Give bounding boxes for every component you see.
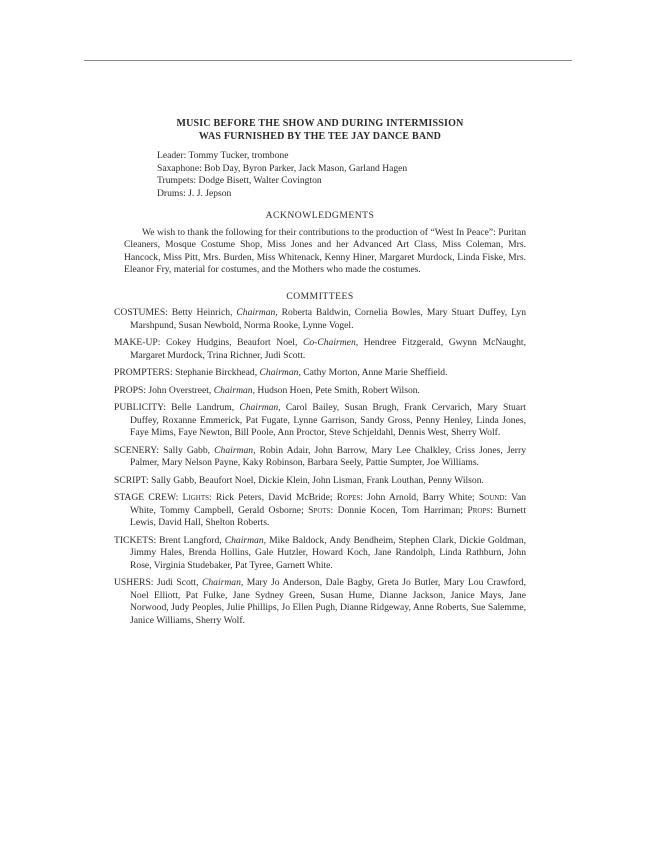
music-title: [114, 118, 526, 143]
committee-chair: Stephanie Birckhead,: [175, 367, 258, 378]
committee-chair: Belle Landrum,: [171, 402, 235, 413]
committee-name: TICKETS:: [114, 534, 157, 546]
committee-role: Chairman,: [214, 444, 256, 456]
committee-tickets: [114, 535, 526, 573]
band-member: Saxaphone: Bob Day, Byron Parker, Jack Mason, Garland Hagen: [157, 162, 408, 174]
committee-members: Hudson Hoen, Pete Smith, Robert Wilson.: [257, 384, 420, 396]
band-member: Trumpets: Dodge Bisett, Walter Covington: [157, 175, 322, 186]
committee-chair: Judi Scott,: [156, 577, 199, 588]
committee-members: Carol Bailey, Susan Brugh, Frank Cervarich, Mary Stuart Duffey, Roxanne Emmerick, Pat Fugate, Lynne Garrison, Sandy Gross, Penny Henley, Linda Jones, Faye Mims, Faye Newton, Bill Poole, Ann Proctor, Steve Schjeldahl, Dennis West, Sherry Wolf.: [130, 402, 526, 438]
committee-chair: Cokey Hudgins, Beaufort Noel,: [165, 337, 298, 348]
committee-members: Cathy Morton, Anne Marie Sheffield.: [303, 367, 448, 378]
committee-costumes: [114, 307, 526, 332]
committee-members: Mike Baldock, Andy Bendheim, Stephen Clark, Dickie Goldman, Jimmy Hales, Brenda Hollins, Gale Hutzler, Howard Koch, Jane Randolph, Linda Rathburn, John Rose, Virginia Studebaker, Pat Tyree, Garnett White.: [130, 534, 526, 571]
music-title-line2: WAS FURNISHED BY THE TEE JAY DANCE BAND: [198, 130, 442, 142]
crew-sound-label: Sound:: [478, 492, 508, 503]
committee-role: Chairman,: [259, 367, 301, 378]
committee-name: COSTUMES:: [114, 307, 168, 318]
committee-script: [114, 475, 526, 488]
acknowledgments-text: We wish to thank the following for their contributions to the production of “West In Peace”: Puritan Cleaners, Mosque Costume Shop, Miss Jones and her Advanced Art Class, Miss Coleman, Mrs. Hancock, Miss Pitt, Mrs. Burden, Miss Whitenack, Kenny Hiner, Margaret Murdock, Linda Fiske, Mrs. Eleanor Fry, material for costumes, and the Mothers who made the costumes.: [124, 226, 526, 275]
committee-publicity: [114, 402, 526, 440]
committee-role: Chairman,: [201, 577, 244, 588]
committee-name: PUBLICITY:: [114, 402, 166, 413]
committee-prompters: [114, 367, 526, 380]
band-member: Leader: Tommy Tucker, trombone: [157, 150, 289, 161]
crew-props-label: Props:: [467, 504, 493, 516]
committee-props: [114, 385, 526, 398]
committee-members: Robin Adair, John Barrow, Mary Lee Chalkley, Criss Jones, Jerry Palmer, Mary Nelson Payne, Kaky Robinson, Barbara Seely, Pattie Sumpter, Joe Williams.: [130, 444, 526, 468]
committee-name: PROPS:: [114, 384, 146, 396]
top-rule: [84, 60, 572, 61]
committees-heading: COMMITTEES: [286, 290, 354, 302]
committee-name: SCRIPT:: [114, 474, 149, 486]
committee-name: PROMPTERS:: [114, 367, 173, 378]
committee-members: Roberta Baldwin, Cornelia Bowles, Mary Stuart Duffey, Lyn Marshpund, Susan Newbold, Norma Rooke, Lynne Vogel.: [130, 307, 526, 331]
committee-role: Chairman,: [224, 534, 267, 546]
committee-makeup: [114, 337, 526, 362]
band-members-list: [157, 150, 526, 200]
crew-lights-label: Lights:: [182, 492, 212, 503]
committee-members: Mary Jo Anderson, Dale Bagby, Greta Jo Butler, Mary Lou Crawford, Noel Elliott, Pat Fulke, Jane Sydney Green, Susan Hume, Dianne Jackson, Janice Mays, Jane Norwood, Judy Peoples, Julie Phillips, Jo Ellen Pugh, Dianne Ridgeway, Anne Roberts, Sue Salemme, Janice Williams, Sherry Wolf.: [130, 577, 526, 626]
crew-props: Burnett Lewis, David Hall, Shelton Roberts.: [130, 504, 527, 528]
committee-chair: Brent Langford,: [159, 534, 222, 546]
committee-scenery: [114, 445, 526, 470]
committee-members: Hendree Fitzgerald, Gwynn McNaught, Margaret Murdock, Trina Richner, Judi Scott.: [130, 337, 527, 361]
crew-ropes-label: Ropes:: [336, 492, 363, 503]
committee-chair: Sally Gabb,: [163, 444, 211, 456]
committee-role: Chairman,: [213, 384, 255, 396]
crew-sound: Van White, Tommy Campbell, Gerald Osborne;: [130, 492, 526, 516]
committee-name: USHERS:: [114, 577, 154, 588]
crew-spots-label: Spots:: [308, 504, 334, 516]
committee-name: SCENERY:: [114, 444, 159, 456]
music-title-line1: MUSIC BEFORE THE SHOW AND DURING INTERMISSION: [176, 118, 464, 129]
committee-chair: Betty Heinrich,: [171, 307, 233, 318]
committee-role: Chairman,: [236, 307, 278, 318]
committee-role: Co-Chairmen,: [302, 337, 359, 348]
committee-name: MAKE-UP:: [114, 337, 161, 348]
committee-members: Sally Gabb, Beaufort Noel, Dickie Klein, John Lisman, Frank Louthan, Penny Wilson.: [151, 474, 484, 486]
committee-name: STAGE CREW:: [114, 492, 179, 503]
committee-stage-crew: [114, 492, 526, 530]
committee-role: Chairman,: [239, 402, 281, 413]
crew-ropes: John Arnold, Barry White;: [367, 492, 475, 503]
crew-lights: Rick Peters, David McBride;: [215, 492, 333, 503]
crew-spots: Donnie Kocen, Tom Harriman;: [337, 504, 463, 516]
committee-ushers: [114, 577, 526, 627]
acknowledgments-heading: ACKNOWLEDGMENTS: [265, 210, 375, 221]
band-member: Drums: J. J. Jepson: [157, 187, 232, 199]
committee-chair: John Overstreet,: [148, 384, 212, 396]
program-page: [114, 118, 526, 632]
